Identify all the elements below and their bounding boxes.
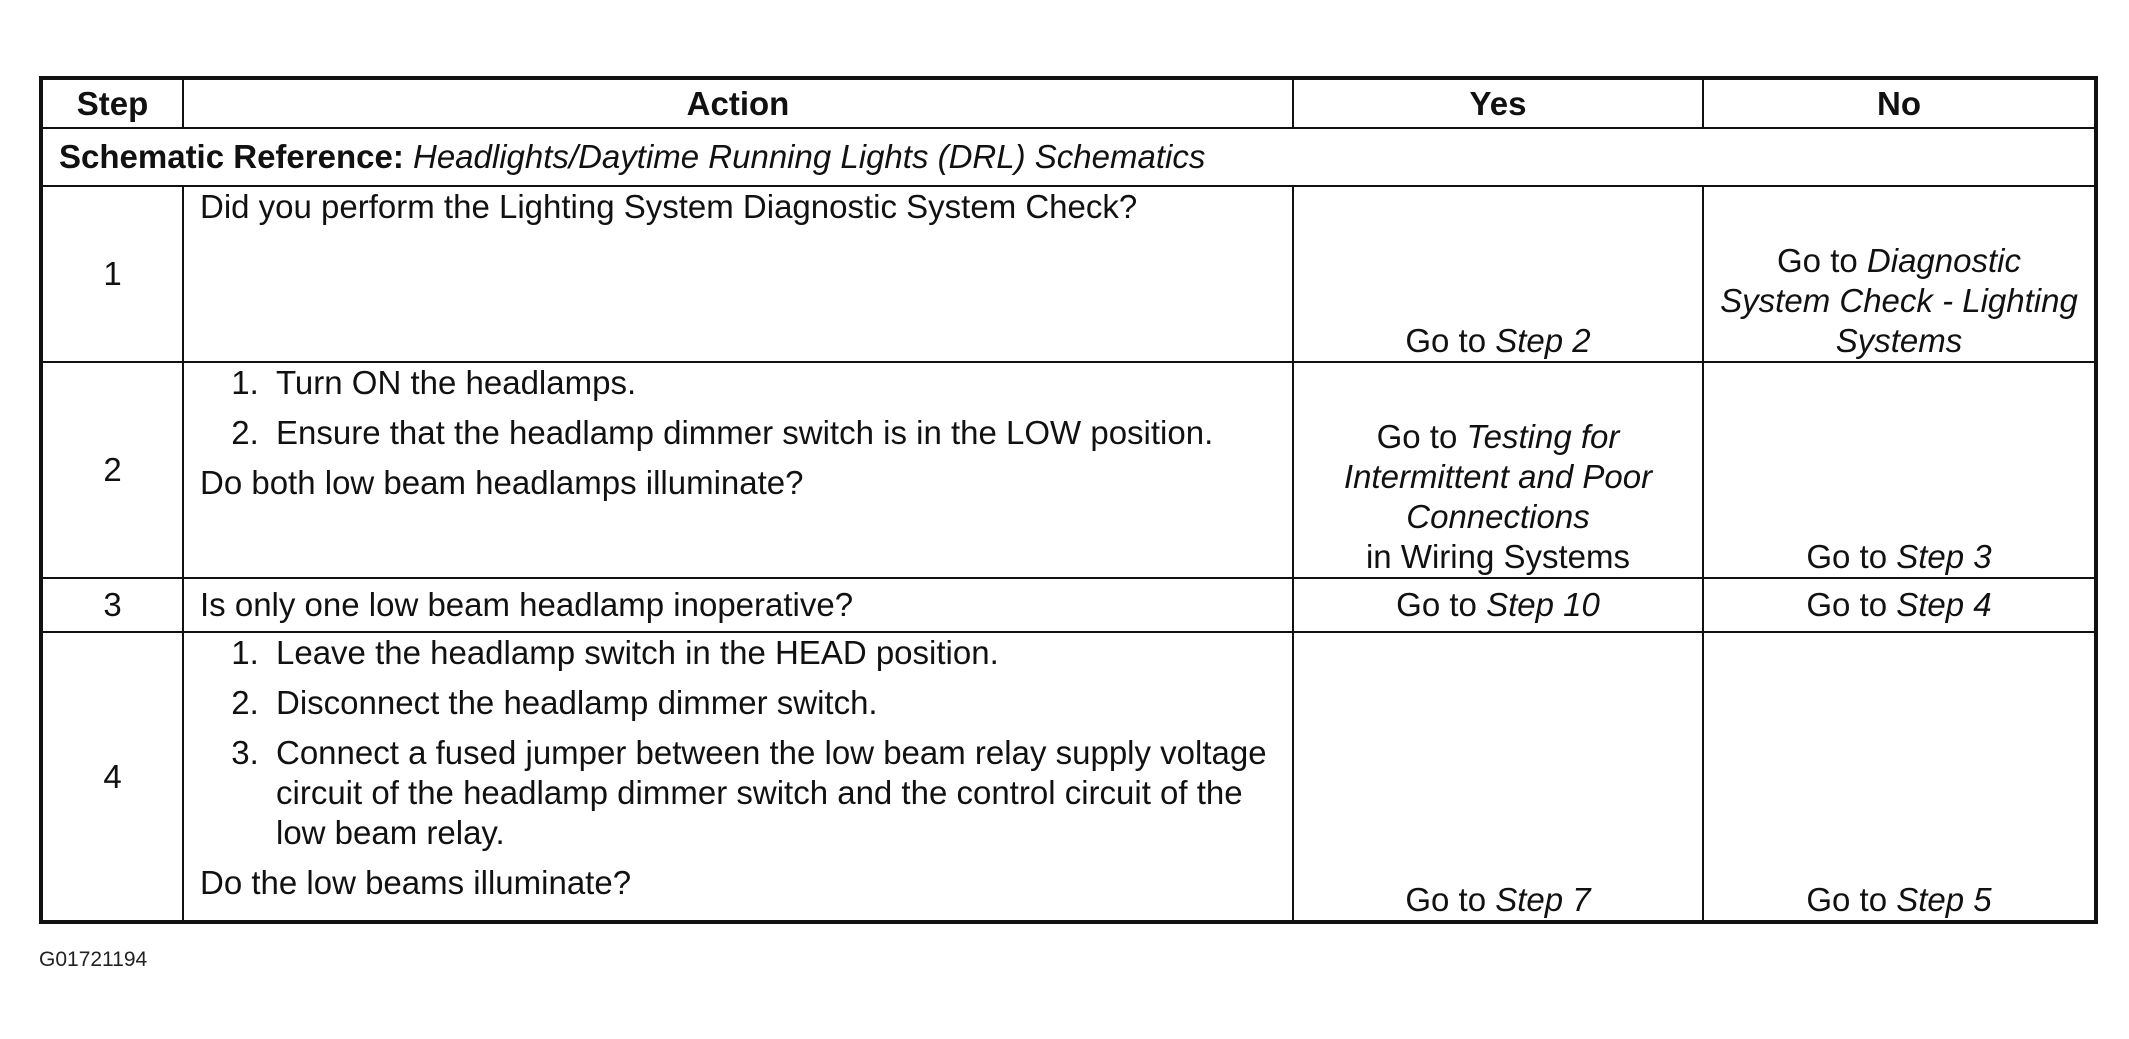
- action-cell: [183, 186, 1293, 362]
- schematic-reference: [41, 128, 2096, 186]
- yes-link[interactable]: Testing for Intermittent and Poor Connections: [1343, 418, 1653, 535]
- figure-id: G01721194: [39, 948, 148, 971]
- header-row: [41, 78, 2096, 128]
- yes-cell: [1293, 186, 1703, 362]
- yes-suffix: in Wiring Systems: [1365, 538, 1631, 575]
- no-cell: [1703, 186, 2096, 362]
- header-yes: Yes: [1293, 78, 1703, 128]
- step-number: 1: [41, 186, 183, 362]
- step-question: Do both low beam headlamps illuminate?: [200, 464, 804, 501]
- yes-prefix: Go to: [1405, 881, 1487, 918]
- table-row: [41, 186, 2096, 362]
- no-cell: [1703, 362, 2096, 578]
- step-number: 3: [41, 578, 183, 632]
- step-question: Is only one low beam headlamp inoperative?: [200, 586, 854, 623]
- instruction-item: 2. Disconnect the headlamp dimmer switch.: [268, 683, 1276, 723]
- no-prefix: Go to: [1806, 881, 1888, 918]
- no-prefix: Go to: [1777, 242, 1858, 279]
- table-row: [41, 578, 2096, 632]
- diagnostic-table: [39, 76, 2098, 924]
- instruction-item: 1. Turn ON the headlamps.: [268, 363, 1276, 403]
- action-cell: [183, 362, 1293, 578]
- instruction-item: 1. Leave the headlamp switch in the HEAD position.: [268, 633, 1276, 673]
- step-number: 2: [41, 362, 183, 578]
- no-link[interactable]: Step 3: [1896, 538, 1992, 575]
- yes-cell: [1293, 578, 1703, 632]
- instruction-list: [200, 363, 1276, 453]
- yes-cell: [1293, 362, 1703, 578]
- step-number: 4: [41, 632, 183, 922]
- action-cell: [183, 632, 1293, 922]
- instruction-item: 2. Ensure that the headlamp dimmer switch is in the LOW position.: [268, 413, 1276, 453]
- header-action: Action: [183, 78, 1293, 128]
- header-no: No: [1703, 78, 2096, 128]
- yes-link[interactable]: Step 2: [1495, 322, 1591, 359]
- no-prefix: Go to: [1806, 586, 1888, 623]
- no-cell: [1703, 578, 2096, 632]
- table-row: [41, 632, 2096, 922]
- no-link[interactable]: Diagnostic System Check - Lighting Systems: [1720, 242, 2078, 359]
- yes-cell: [1293, 632, 1703, 922]
- no-prefix: Go to: [1806, 538, 1888, 575]
- no-link[interactable]: Step 5: [1896, 881, 1992, 918]
- instruction-list: [200, 633, 1276, 853]
- yes-prefix: Go to: [1396, 586, 1477, 623]
- no-cell: [1703, 632, 2096, 922]
- yes-prefix: Go to: [1405, 322, 1487, 359]
- instruction-item: 3. Connect a fused jumper between the low beam relay supply voltage circuit of the headlamp dimmer switch and the control circuit of the low beam relay.: [268, 733, 1276, 853]
- yes-prefix: Go to: [1376, 418, 1458, 455]
- step-question: Did you perform the Lighting System Diagnostic System Check?: [200, 188, 1138, 225]
- action-cell: [183, 578, 1293, 632]
- schematic-reference-link[interactable]: Headlights/Daytime Running Lights (DRL) Schematics: [413, 138, 1206, 175]
- yes-link[interactable]: Step 7: [1495, 881, 1591, 918]
- schematic-reference-label: Schematic Reference:: [59, 138, 404, 175]
- header-step: Step: [41, 78, 183, 128]
- diagnostic-table-container: [39, 76, 2094, 971]
- yes-link[interactable]: Step 10: [1486, 586, 1600, 623]
- table-row: [41, 362, 2096, 578]
- step-question: Do the low beams illuminate?: [200, 864, 632, 901]
- no-link[interactable]: Step 4: [1896, 586, 1992, 623]
- schematic-reference-row: [41, 128, 2096, 186]
